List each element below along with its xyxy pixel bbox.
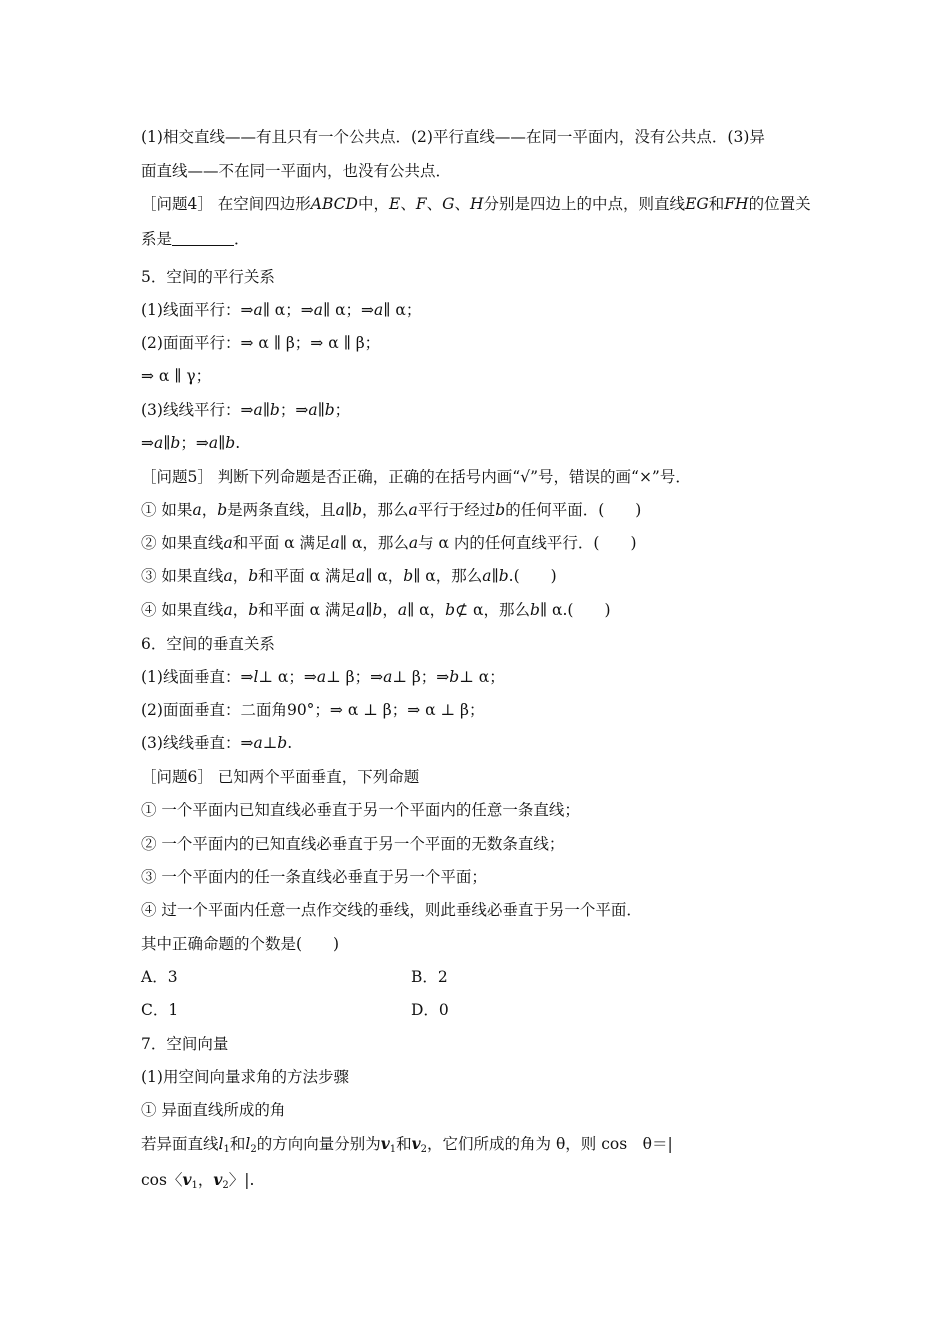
- text: cos〈: [141, 1171, 183, 1189]
- math-var: b: [498, 567, 509, 585]
- text: (3)线线平行：⇒: [141, 401, 254, 419]
- text: ∥ α；⇒: [262, 301, 314, 319]
- text: (1)线面垂直：⇒: [141, 668, 254, 686]
- math-var: a: [313, 301, 323, 319]
- text: ⊥ β；⇒: [326, 668, 384, 686]
- text: (2)面面垂直：二面角90°；⇒ α ⊥ β；⇒ α ⊥ β；: [141, 701, 485, 719]
- text: ；⇒: [279, 401, 309, 419]
- text: ③ 一个平面内的任一条直线必垂直于另一个平面；: [141, 868, 487, 886]
- text: ② 如果直线: [141, 534, 224, 552]
- math-var: a: [308, 401, 318, 419]
- problem-6-item-2: [141, 833, 564, 855]
- math-vector: v: [182, 1170, 192, 1189]
- problem-5: [141, 466, 691, 488]
- text: 和: [396, 1135, 412, 1153]
- math-var: b: [529, 601, 540, 619]
- math-var: a: [192, 501, 202, 519]
- text: 和: [229, 1135, 246, 1153]
- math-var: a: [253, 401, 263, 419]
- text: ，: [201, 501, 218, 519]
- subscript: 2: [222, 1180, 229, 1191]
- math-var: FH: [724, 195, 749, 213]
- text: ⊥ α；⇒: [258, 668, 317, 686]
- subscript: 2: [250, 1144, 257, 1155]
- text: ；: [334, 401, 351, 419]
- math-var: b: [372, 601, 383, 619]
- text: ∥: [317, 401, 325, 419]
- math-var: a: [408, 534, 419, 552]
- text: 的方向向量分别为: [256, 1135, 381, 1153]
- text: ．: [234, 230, 250, 248]
- text: 的位置关: [748, 195, 811, 213]
- text: 的任何平面．( ): [505, 501, 642, 519]
- parallel-line-line-2: [141, 432, 240, 454]
- text: ② 一个平面内的已知直线必垂直于另一个平面的无数条直线；: [141, 835, 565, 853]
- text: ∥: [365, 601, 373, 619]
- text: ［问题6］ 已知两个平面垂直，下列命题: [141, 768, 420, 786]
- text: 、: [400, 195, 416, 213]
- text: (1)用空间向量求角的方法步骤: [141, 1068, 349, 1086]
- text: ④ 过一个平面内任意一点作交线的垂线，则此垂线必垂直于另一个平面．: [141, 901, 642, 919]
- text: (1)线面平行：⇒: [141, 301, 254, 319]
- text: ⇒: [141, 434, 154, 452]
- parallel-line-line: [141, 399, 350, 421]
- text: 7．空间向量: [141, 1035, 229, 1053]
- text: ，: [232, 567, 249, 585]
- math-var: a: [223, 601, 233, 619]
- text: ［问题4］ 在空间四边形: [141, 195, 311, 213]
- perp-plane-plane: [141, 699, 484, 721]
- section-5-heading: [141, 266, 275, 288]
- line-skew: [141, 160, 451, 182]
- text: 〉|.: [228, 1171, 255, 1189]
- problem-4: [141, 193, 811, 215]
- math-var: a: [383, 668, 393, 686]
- option-d: D．0: [411, 1001, 449, 1019]
- text: 和平面 α 满足: [258, 601, 356, 619]
- math-var: a: [374, 301, 384, 319]
- text: ⇒ α ∥ γ；: [141, 367, 212, 385]
- parallel-line-plane: [141, 299, 421, 321]
- math-var: b: [269, 401, 280, 419]
- problem-5-item-1: [141, 499, 641, 521]
- text: 、: [426, 195, 443, 213]
- math-var: a: [223, 567, 233, 585]
- subscript: 1: [191, 1180, 198, 1191]
- text: ⊄ α，那么: [455, 601, 530, 619]
- problem-4-answer: [141, 228, 250, 250]
- subscript: 1: [223, 1144, 230, 1155]
- line-intersecting-parallel: [141, 126, 765, 148]
- math-var: a: [253, 301, 263, 319]
- text: ⊥ β；⇒: [392, 668, 450, 686]
- math-var: b: [170, 434, 181, 452]
- math-var: a: [154, 434, 164, 452]
- math-var: a: [355, 567, 366, 585]
- problem-6-item-4: [141, 899, 642, 921]
- text: ∥: [491, 567, 499, 585]
- math-var: G: [442, 195, 455, 213]
- text: (3)线线垂直：⇒: [141, 734, 254, 752]
- text: 6．空间的垂直关系: [141, 635, 275, 653]
- text: 中，: [357, 195, 389, 213]
- math-var: a: [330, 534, 340, 552]
- math-var: l: [253, 668, 259, 686]
- parallel-plane-plane-2: [141, 365, 211, 387]
- problem-5-item-3: [141, 565, 557, 587]
- text: 和平面 α 满足: [258, 567, 356, 585]
- section-6-heading: [141, 633, 275, 655]
- math-var: EG: [685, 195, 709, 213]
- math-var: a: [355, 601, 366, 619]
- text: .: [287, 734, 293, 752]
- text: ① 一个平面内已知直线必垂直于另一个平面内的任意一条直线；: [141, 801, 580, 819]
- math-var: b: [449, 668, 460, 686]
- text: 系是: [141, 230, 173, 248]
- text: ∥: [344, 501, 353, 519]
- text: ∥: [218, 434, 226, 452]
- text: ∥ α，那么: [339, 534, 409, 552]
- text: ① 如果: [141, 501, 193, 519]
- text: 和: [708, 195, 725, 213]
- text: ，: [232, 601, 249, 619]
- problem-6: [141, 766, 419, 788]
- problem-5-item-4: [141, 599, 611, 621]
- math-var: a: [223, 534, 233, 552]
- text: ，那么: [362, 501, 409, 519]
- section-7-sub-1: [141, 1066, 349, 1088]
- problem-5-item-2: [141, 532, 637, 554]
- text: ∥: [262, 401, 270, 419]
- text: 、: [454, 195, 471, 213]
- text: ④ 如果直线: [141, 601, 224, 619]
- text: 与 α 内的任何直线平行．( ): [418, 534, 637, 552]
- math-var: b: [277, 734, 288, 752]
- text: ③ 如果直线: [141, 567, 224, 585]
- math-var: b: [225, 434, 236, 452]
- text: ⊥: [262, 734, 278, 752]
- perp-line-line: [141, 732, 292, 754]
- math-var: a: [253, 734, 263, 752]
- math-var: b: [352, 501, 363, 519]
- text: 和平面 α 满足: [232, 534, 331, 552]
- option-b: B．2: [411, 968, 448, 986]
- math-var: E: [388, 195, 401, 213]
- text: ∥ α，那么: [413, 567, 483, 585]
- text: ［问题5］ 判断下列命题是否正确，正确的在括号内画“√”号，错误的画“×”号．: [141, 468, 691, 486]
- math-var: H: [470, 195, 484, 213]
- math-var: a: [335, 501, 345, 519]
- problem-6-question: [141, 933, 339, 955]
- text: ；⇒: [180, 434, 209, 452]
- text: ∥ α；⇒: [323, 301, 375, 319]
- math-var: l: [218, 1135, 224, 1153]
- math-var: a: [482, 567, 492, 585]
- text: ，: [197, 1171, 214, 1189]
- math-var: b: [324, 401, 335, 419]
- subscript: 1: [389, 1144, 397, 1155]
- problem-6-item-3: [141, 866, 487, 888]
- option-a: A．3: [141, 968, 178, 986]
- perp-line-plane: [141, 666, 505, 688]
- text: (1)相交直线——有且只有一个公共点．(2)平行直线——在同一平面内，没有公共点．(3)异: [141, 128, 765, 146]
- math-vector: v: [380, 1134, 390, 1153]
- text: ，: [382, 601, 398, 619]
- math-var: b: [403, 567, 414, 585]
- parallel-plane-plane: [141, 332, 380, 354]
- answer-blank: [172, 231, 234, 246]
- text: 其中正确命题的个数是( ): [141, 935, 340, 953]
- text: (2)面面平行：⇒ α ∥ β；⇒ α ∥ β；: [141, 334, 381, 352]
- math-var: b: [217, 501, 228, 519]
- math-var: b: [495, 501, 506, 519]
- math-var: a: [408, 501, 418, 519]
- text: 5．空间的平行关系: [141, 268, 275, 286]
- text: ∥ α.( ): [539, 601, 611, 619]
- math-vector: v: [213, 1170, 223, 1189]
- math-vector: v: [411, 1134, 421, 1153]
- text: 面直线——不在同一平面内，也没有公共点．: [141, 162, 452, 180]
- text: ∥ α，: [365, 567, 404, 585]
- text: 若异面直线: [141, 1135, 219, 1153]
- section-7-skew-angle: [141, 1099, 285, 1121]
- math-var: a: [397, 601, 408, 619]
- math-var: b: [248, 601, 259, 619]
- text: ∥: [163, 434, 171, 452]
- text: ① 异面直线所成的角: [141, 1101, 286, 1119]
- math-var: b: [445, 601, 456, 619]
- text: .( ): [508, 567, 557, 585]
- text: 平行于经过: [417, 501, 496, 519]
- section-7-heading: [141, 1033, 228, 1055]
- option-c: C．1: [141, 1001, 179, 1019]
- problem-6-item-1: [141, 799, 580, 821]
- text: ，它们所成的角为 θ，则 cos θ＝|: [427, 1135, 673, 1153]
- math-var: F: [415, 195, 427, 213]
- text: ⊥ α；: [459, 668, 505, 686]
- math-var: a: [208, 434, 219, 452]
- skew-angle-formula: [141, 1133, 673, 1161]
- text: .: [235, 434, 241, 452]
- math-var: ABCD: [310, 195, 358, 213]
- text: ∥ α，: [407, 601, 446, 619]
- math-var: l: [245, 1135, 251, 1153]
- subscript: 2: [420, 1144, 428, 1155]
- math-var: b: [248, 567, 259, 585]
- text: 分别是四边上的中点，则直线: [483, 195, 686, 213]
- text: 是两条直线，且: [227, 501, 336, 519]
- text: ∥ α；: [383, 301, 422, 319]
- math-var: a: [316, 668, 327, 686]
- skew-angle-formula-2: [141, 1169, 254, 1197]
